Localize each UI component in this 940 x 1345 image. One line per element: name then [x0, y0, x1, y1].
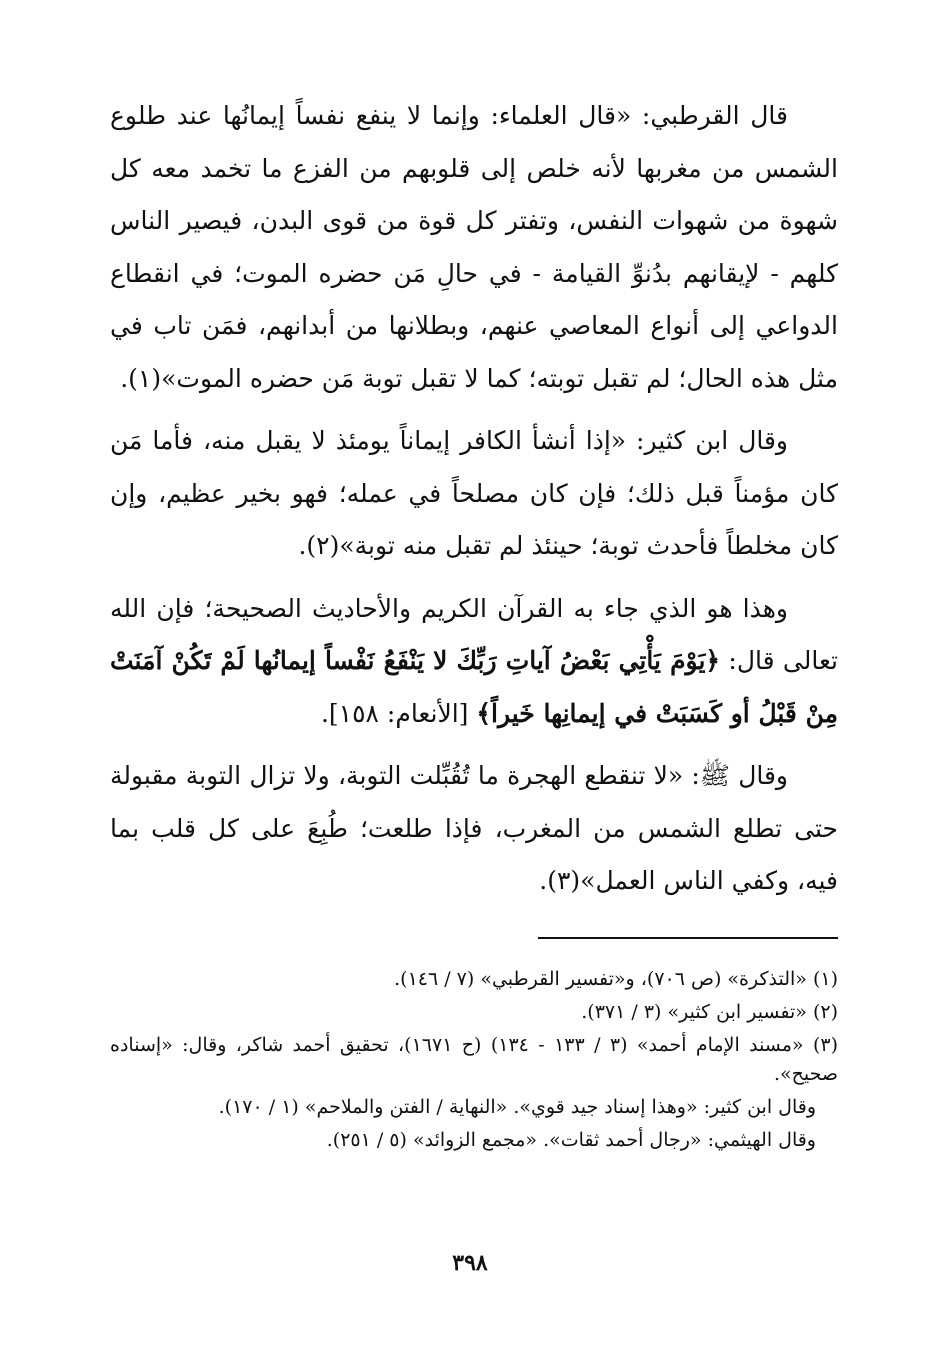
- paragraph-quran-citation: [110, 583, 838, 741]
- quran-verse: ﴿يَوْمَ يَأْتِي بَعْضُ آياتِ رَبِّكَ لا يَنْفَعُ نَفْساً إيمانُها لَمْ تَكُنْ آمَنَتْ مِنْ قَبْلُ أو كَسَبَتْ في إيمانِها خَيراً﴾: [110, 646, 838, 728]
- main-text: [110, 90, 838, 918]
- footnote-2: (٢) «تفسير ابن كثير» (٣ / ٣٧١).: [581, 1001, 838, 1023]
- paragraph-qurtubi: قال القرطبي: «قال العلماء: وإنما لا ينفع نفساً إيمانُها عند طلوع الشمس من مغربها لأنه خلص إلى قلوبهم من الفزع ما تخمد معه كل شهوة من شهوات النفس، وتفتر كل قوة من قوى البدن، فيصير الناس كلهم - لإيقانهم بدُنوِّ القيامة - في حالِ مَن حضره الموت؛ في انقطاع الدواعي إلى أنواع المعاصي عنهم، وبطلانها من أبدانهم، فمَن تاب في مثل هذه الحال؛ لم تقبل توبته؛ كما لا تقبل توبة مَن حضره الموت»(١).: [110, 101, 838, 393]
- paragraph-hadith: وقال ﷺ: «لا تنقطع الهجرة ما تُقُبِّلت التوبة، ولا تزال التوبة مقبولة حتى تطلع الشمس من المغرب، فإذا طلعت؛ طُبِعَ على كل قلب بما فيه، وكفي الناس العمل»(٣).: [110, 761, 838, 895]
- footnotes: [110, 965, 838, 1159]
- footnote-3-continued-ibn-kathir: وقال ابن كثير: «وهذا إسناد جيد قوي». «النهاية / الفتن والملاحم» (١ / ١٧٠).: [218, 1096, 816, 1118]
- page-number: ٣٩٨: [452, 1250, 488, 1276]
- footnote-separator: [538, 937, 838, 939]
- paragraph-ibn-kathir: وقال ابن كثير: «إذا أنشأ الكافر إيماناً يومئذ لا يقبل منه، فأما مَن كان مؤمناً قبل ذلك؛ فإن كان مصلحاً في عمله؛ فهو بخير عظيم، وإن كان مخلطاً فأحدث توبة؛ حينئذ لم تقبل منه توبة»(٢).: [110, 426, 838, 560]
- footnote-3: (٣) «مسند الإمام أحمد» (٣ / ١٣٣ - ١٣٤) (ح ١٦٧١)، تحقيق أحمد شاكر، وقال: «إسناده صحيح».: [110, 1034, 838, 1085]
- verse-reference: [الأنعام: ١٥٨].: [320, 698, 477, 728]
- paragraph-intro: وهذا هو الذي جاء به القرآن الكريم والأحاديث الصحيحة؛ فإن الله تعالى قال:: [110, 593, 839, 675]
- footnote-1: (١) «التذكرة» (ص ٧٠٦)، و«تفسير القرطبي» (٧ / ١٤٦).: [394, 968, 838, 990]
- footnote-3-continued-haythami: وقال الهيثمي: «رجال أحمد ثقات». «مجمع الزوائد» (٥ / ٢٥١).: [326, 1129, 816, 1151]
